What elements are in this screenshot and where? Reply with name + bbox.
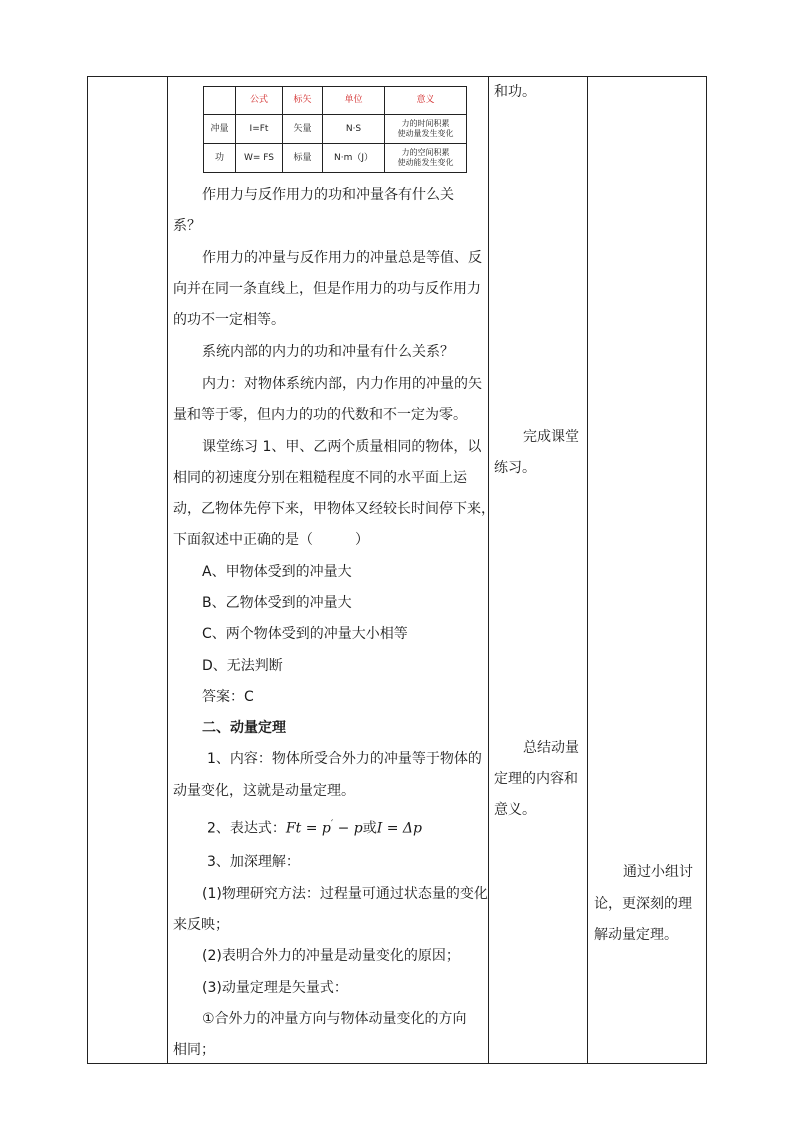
content-line: 来反映； [173,917,229,933]
option-c: C、两个物体受到的冲量大小相等 [202,626,408,642]
question-1-line: 作用力与反作用力的功和冲量各有什么关 [202,187,454,203]
student-activity-line: 完成课堂 [523,429,579,445]
question-1-line: 系？ [173,218,201,234]
table-row [204,115,467,144]
header-cell: 意义 [385,87,467,115]
design-intent-line: 通过小组讨 [623,864,693,880]
formula-part: I = Δp [376,820,422,837]
meaning-line: 力的时间积累 [401,119,450,128]
formula-part: Ft = p [285,820,331,837]
formula-or: 或 [362,820,377,837]
content-line: 动量变化，这就是动量定理。 [173,783,355,799]
content-line: (1)物理研究方法：过程量可通过状态量的变化 [202,886,488,902]
formula-prime: ′ [330,819,334,830]
header-cell [204,87,236,115]
student-activity-line: 练习。 [494,460,536,476]
question-2: 系统内部的内力的功和冲量有什么关系？ [202,344,454,360]
answer-1-line: 向并在同一条直线上，但是作用力的功与反作用力 [173,281,481,297]
student-activity-line: 定理的内容和 [494,771,578,787]
table-cell: 冲量 [204,115,236,144]
design-intent-line: 论，更深刻的理 [594,896,692,912]
answer-1-line: 作用力的冲量与反作用力的冲量总是等值、反 [202,250,482,266]
table-cell: 功 [204,144,236,173]
table-cell: N·S [323,115,385,144]
answer-text: 答案：C [202,689,254,705]
answer-1-line: 的功不一定相等。 [173,312,285,328]
option-a: A、甲物体受到的冲量大 [202,564,352,580]
formula-part: − p [333,820,363,837]
column-divider-2 [488,76,489,1064]
column-divider-3 [587,76,588,1064]
header-cell: 单位 [323,87,385,115]
table-cell: N·m（J） [323,144,385,173]
option-b: B、乙物体受到的冲量大 [202,595,352,611]
content-line: 相同； [173,1042,215,1058]
content-line: ①合外力的冲量方向与物体动量变化的方向 [202,1011,467,1027]
section-heading: 二、动量定理 [202,720,286,736]
table-cell [385,144,467,173]
meaning-line: 力的空间积累 [401,148,450,157]
student-activity-line: 意义。 [494,802,536,818]
table-cell: W= FS [236,144,283,173]
table-row [204,144,467,173]
table-cell: 标量 [283,144,323,173]
meaning-line: 使动量发生变化 [397,129,454,138]
exercise-line: 动，乙物体先停下来，甲物体又经较长时间停下来， [173,501,495,517]
header-cell: 公式 [236,87,283,115]
exercise-line: 下面叙述中正确的是（ ） [173,532,369,548]
option-d: D、无法判断 [202,658,283,674]
design-intent-line: 解动量定理。 [594,927,678,943]
answer-2-line: 内力：对物体系统内部，内力作用的冲量的矢 [202,376,482,392]
content-line: (2)表明合外力的冲量是动量变化的原因； [202,948,460,964]
exercise-line: 课堂练习 1、甲、乙两个质量相同的物体，以 [202,439,482,455]
content-line: 3、加深理解： [207,854,300,870]
exercise-line: 相同的初速度分别在粗糙程度不同的水平面上运 [173,470,467,486]
student-activity-line: 和功。 [494,84,536,100]
content-line: 1、内容：物体所受合外力的冲量等于物体的 [207,751,482,767]
header-cell: 标矢 [283,87,323,115]
meaning-line: 使动能发生变化 [397,158,454,167]
answer-2-line: 量和等于零，但内力的功的代数和不一定为零。 [173,407,467,423]
content-line: (3)动量定理是矢量式： [202,980,348,996]
table-header-row [204,87,467,115]
expression-label: 2、表达式： [207,820,286,837]
student-activity-line: 总结动量 [523,740,579,756]
table-cell: I=Ft [236,115,283,144]
table-cell [385,115,467,144]
column-divider-1 [167,76,168,1064]
impulse-work-table [203,86,467,173]
table-cell: 矢量 [283,115,323,144]
expression-line [207,815,422,839]
